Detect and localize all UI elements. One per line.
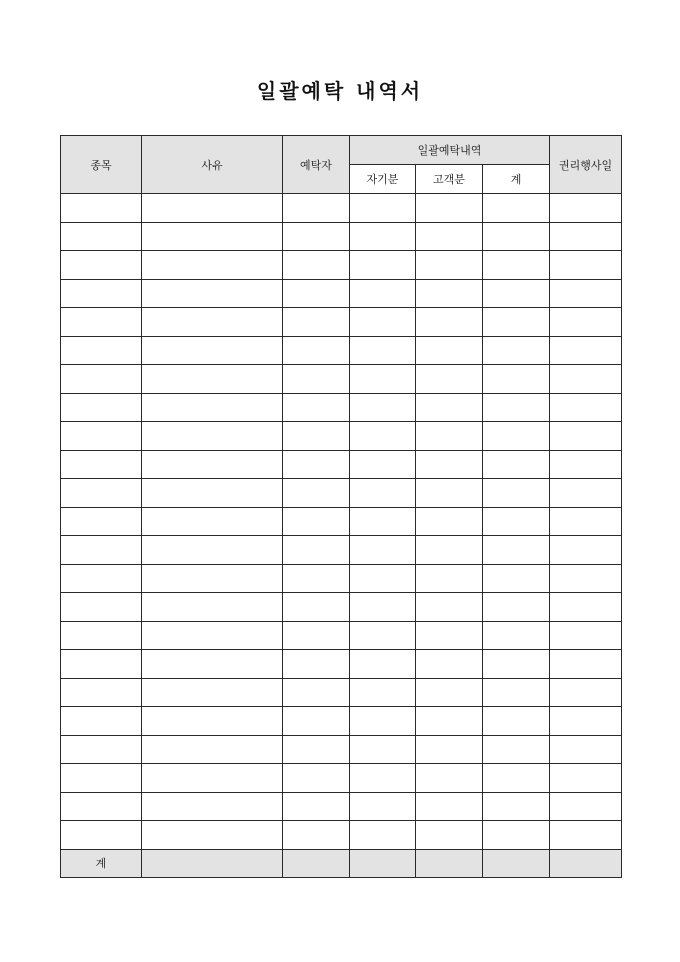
table-cell[interactable] [142,308,283,337]
header-reason: 사유 [142,136,283,194]
table-cell[interactable] [283,393,350,422]
table-row [61,650,622,679]
table-cell[interactable] [416,678,483,707]
table-cell[interactable] [350,222,416,251]
table-cell[interactable] [142,365,283,394]
table-cell[interactable] [283,678,350,707]
table-cell[interactable] [550,336,622,365]
table-cell[interactable] [483,536,550,565]
table-row [61,308,622,337]
total-cell[interactable] [416,849,483,877]
table-row [61,564,622,593]
table-cell[interactable] [416,507,483,536]
table-cell[interactable] [142,336,283,365]
table-row [61,764,622,793]
table-cell[interactable] [416,650,483,679]
table-cell[interactable] [142,450,283,479]
table-cell[interactable] [350,707,416,736]
header-item: 종목 [61,136,142,194]
table-cell[interactable] [416,621,483,650]
table-cell[interactable] [283,764,350,793]
bulk-deposit-table [60,135,622,878]
table-cell[interactable] [142,621,283,650]
table-cell[interactable] [550,792,622,821]
table-cell[interactable] [142,821,283,850]
table-cell[interactable] [483,365,550,394]
table-cell[interactable] [483,393,550,422]
table-cell[interactable] [550,564,622,593]
table-cell[interactable] [142,507,283,536]
header-depositor: 예탁자 [283,136,350,194]
table-cell[interactable] [416,821,483,850]
table-cell[interactable] [350,792,416,821]
table-cell[interactable] [416,194,483,223]
table-cell[interactable] [283,194,350,223]
total-cell[interactable] [483,849,550,877]
table-cell[interactable] [283,821,350,850]
table-row [61,336,622,365]
table-cell[interactable] [283,735,350,764]
table-row [61,450,622,479]
table-row [61,792,622,821]
table-cell[interactable] [283,479,350,508]
table-cell[interactable] [550,479,622,508]
table-cell[interactable] [142,194,283,223]
table-row [61,707,622,736]
total-row [61,849,622,877]
table-cell[interactable] [61,707,142,736]
table-cell[interactable] [142,593,283,622]
table-cell[interactable] [483,479,550,508]
table-cell[interactable] [61,792,142,821]
table-cell[interactable] [283,792,350,821]
table-cell[interactable] [142,564,283,593]
table-row [61,536,622,565]
header-subtotal: 계 [483,165,550,194]
table-cell[interactable] [483,792,550,821]
table-cell[interactable] [283,279,350,308]
table-cell[interactable] [350,251,416,280]
table-cell[interactable] [483,678,550,707]
table-cell[interactable] [283,365,350,394]
table-cell[interactable] [550,650,622,679]
table-cell[interactable] [283,564,350,593]
table-cell[interactable] [483,279,550,308]
table-cell[interactable] [142,707,283,736]
table-cell[interactable] [61,336,142,365]
table-cell[interactable] [483,422,550,451]
table-cell[interactable] [283,251,350,280]
header-bulk-deposit-group: 일괄예탁내역 [350,136,550,165]
table-cell[interactable] [283,507,350,536]
table-cell[interactable] [142,393,283,422]
table-cell[interactable] [142,479,283,508]
header-customer-portion: 고객분 [416,165,483,194]
table-cell[interactable] [61,479,142,508]
document-title: 일괄예탁 내역서 [256,79,424,103]
table-row [61,621,622,650]
table-cell[interactable] [61,450,142,479]
table-row [61,422,622,451]
table-cell[interactable] [550,251,622,280]
table-cell[interactable] [483,593,550,622]
table-cell[interactable] [350,507,416,536]
table-cell[interactable] [61,251,142,280]
table-cell[interactable] [61,593,142,622]
table-cell[interactable] [416,450,483,479]
table-cell[interactable] [483,650,550,679]
table-cell[interactable] [283,707,350,736]
table-cell[interactable] [350,393,416,422]
table-cell[interactable] [483,821,550,850]
table-cell[interactable] [416,764,483,793]
table-cell[interactable] [483,621,550,650]
table-cell[interactable] [61,222,142,251]
table-cell[interactable] [283,308,350,337]
table-cell[interactable] [416,393,483,422]
table-cell[interactable] [142,422,283,451]
table-cell[interactable] [550,593,622,622]
table-cell[interactable] [416,564,483,593]
table-cell[interactable] [283,422,350,451]
table-cell[interactable] [350,194,416,223]
table-cell[interactable] [483,251,550,280]
table-cell[interactable] [550,821,622,850]
table-cell[interactable] [61,536,142,565]
header-rights-exercise-date: 권리행사일 [550,136,622,194]
header-row-1 [61,136,622,165]
table-cell[interactable] [550,393,622,422]
table-cell[interactable] [350,678,416,707]
table-cell[interactable] [350,308,416,337]
table-cell[interactable] [550,308,622,337]
table-cell[interactable] [483,764,550,793]
table-cell[interactable] [350,621,416,650]
table-cell[interactable] [350,593,416,622]
total-cell[interactable] [142,849,283,877]
table-cell[interactable] [283,650,350,679]
table-cell[interactable] [550,764,622,793]
table-cell[interactable] [350,564,416,593]
table-cell[interactable] [550,194,622,223]
table-cell[interactable] [550,422,622,451]
table-cell[interactable] [283,336,350,365]
table-cell[interactable] [142,222,283,251]
table-row [61,393,622,422]
table-cell[interactable] [483,507,550,536]
table-cell[interactable] [416,479,483,508]
table-row [61,593,622,622]
table-cell[interactable] [142,251,283,280]
table-cell[interactable] [416,792,483,821]
table-cell[interactable] [416,422,483,451]
table-cell[interactable] [416,365,483,394]
table-cell[interactable] [61,279,142,308]
total-cell[interactable] [283,849,350,877]
table-cell[interactable] [350,422,416,451]
table-cell[interactable] [142,678,283,707]
table-cell[interactable] [416,536,483,565]
total-label: 계 [61,849,142,877]
table-cell[interactable] [283,450,350,479]
table-cell[interactable] [61,507,142,536]
table-cell[interactable] [142,735,283,764]
table-row [61,279,622,308]
table-row [61,479,622,508]
table-cell[interactable] [350,279,416,308]
table-cell[interactable] [483,308,550,337]
table-row [61,194,622,223]
table-cell[interactable] [550,678,622,707]
table-cell[interactable] [416,735,483,764]
table-cell[interactable] [550,222,622,251]
table-row [61,365,622,394]
table-cell[interactable] [483,707,550,736]
table-cell[interactable] [416,707,483,736]
table-cell[interactable] [61,764,142,793]
table-cell[interactable] [350,450,416,479]
table-cell[interactable] [550,365,622,394]
table-cell[interactable] [416,222,483,251]
table-cell[interactable] [416,308,483,337]
table-cell[interactable] [61,678,142,707]
table-cell[interactable] [483,336,550,365]
table-cell[interactable] [283,222,350,251]
table-row [61,507,622,536]
table-cell[interactable] [550,450,622,479]
table-row [61,821,622,850]
table-body [61,194,622,850]
table-cell[interactable] [61,308,142,337]
table-cell[interactable] [550,536,622,565]
table-cell[interactable] [283,621,350,650]
table-cell[interactable] [283,593,350,622]
table-cell[interactable] [142,279,283,308]
table-cell[interactable] [350,735,416,764]
table-row [61,678,622,707]
total-cell[interactable] [550,849,622,877]
table-cell[interactable] [142,792,283,821]
table-cell[interactable] [61,422,142,451]
table-cell[interactable] [142,650,283,679]
table-cell[interactable] [483,735,550,764]
table-cell[interactable] [416,593,483,622]
table-cell[interactable] [61,564,142,593]
table-row [61,251,622,280]
table-cell[interactable] [142,536,283,565]
table-cell[interactable] [550,279,622,308]
table-cell[interactable] [350,650,416,679]
table-cell[interactable] [483,194,550,223]
table-cell[interactable] [350,336,416,365]
table-cell[interactable] [61,650,142,679]
table-cell[interactable] [61,621,142,650]
table-row [61,735,622,764]
table-cell[interactable] [142,764,283,793]
table-cell[interactable] [550,707,622,736]
table-cell[interactable] [416,279,483,308]
table-cell[interactable] [483,222,550,251]
table-cell[interactable] [483,564,550,593]
table-cell[interactable] [350,365,416,394]
table-cell[interactable] [550,507,622,536]
table-cell[interactable] [61,821,142,850]
table-cell[interactable] [350,764,416,793]
table-cell[interactable] [416,251,483,280]
table-row [61,222,622,251]
table-cell[interactable] [61,393,142,422]
table-cell[interactable] [61,365,142,394]
table-cell[interactable] [350,821,416,850]
table-cell[interactable] [550,621,622,650]
table-cell[interactable] [61,735,142,764]
header-own-portion: 자기분 [350,165,416,194]
total-cell[interactable] [350,849,416,877]
table-cell[interactable] [483,450,550,479]
table-cell[interactable] [350,479,416,508]
table-cell[interactable] [416,336,483,365]
table-cell[interactable] [550,735,622,764]
table-cell[interactable] [283,536,350,565]
table-cell[interactable] [61,194,142,223]
table-cell[interactable] [350,536,416,565]
